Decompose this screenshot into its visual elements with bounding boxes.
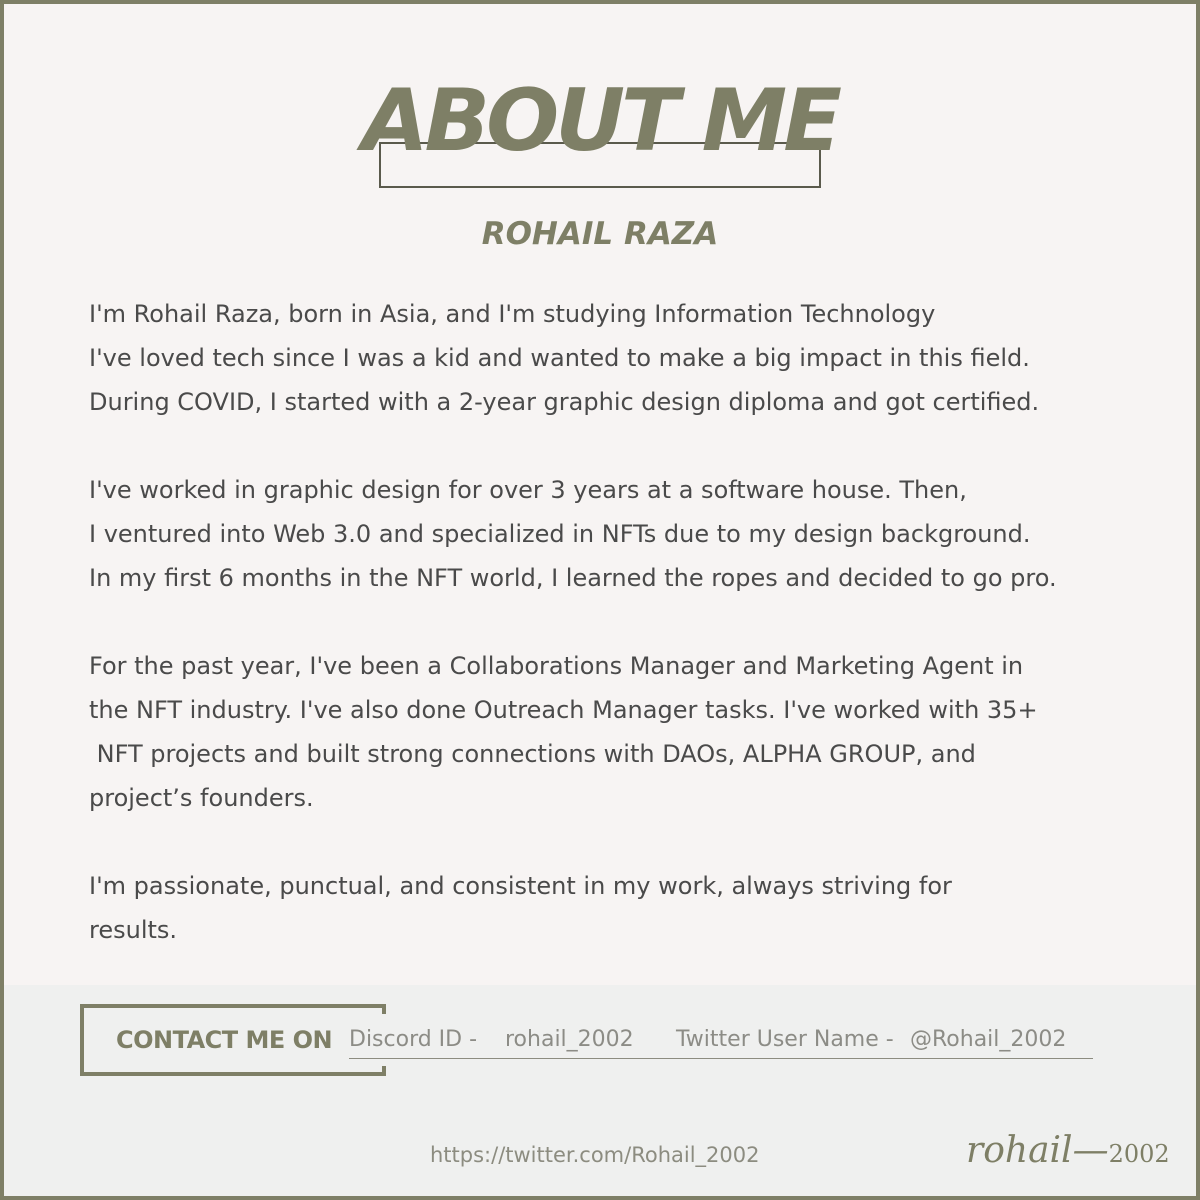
bio-line: For the past year, I've been a Collaborations Manager and Marketing Agent in — [89, 652, 1024, 680]
bio-line: NFT projects and built strong connections with DAOs, ALPHA GROUP, and — [89, 740, 976, 768]
twitter-link[interactable]: https://twitter.com/Rohail_2002 — [430, 1143, 760, 1167]
bio-text — [89, 292, 1169, 952]
contact-details — [349, 1024, 1093, 1059]
twitter-handle[interactable]: @Rohail_2002 — [910, 1027, 1067, 1052]
bio-line: results. — [89, 916, 178, 944]
bio-line: I'm Rohail Raza, born in Asia, and I'm studying Information Technology — [89, 300, 936, 328]
discord-id[interactable]: rohail_2002 — [505, 1027, 634, 1052]
bio-line-spacer — [89, 820, 1169, 864]
bio-line: During COVID, I started with a 2-year graphic design diploma and got certified. — [89, 388, 1040, 416]
discord-label: Discord ID - — [349, 1027, 478, 1052]
bio-line: I'm passionate, punctual, and consistent in my work, always striving for — [89, 872, 952, 900]
signature-name: rohail — [966, 1130, 1073, 1171]
author-name: ROHAIL RAZA — [481, 216, 719, 252]
contact-label: CONTACT ME ON — [116, 1026, 333, 1054]
bio-line: I've worked in graphic design for over 3 years at a software house. Then, — [89, 476, 967, 504]
bio-line-spacer — [89, 424, 1169, 468]
signature-dash: — — [1072, 1130, 1109, 1171]
contact-bracket-tick — [382, 1004, 386, 1014]
twitter-label: Twitter User Name - — [676, 1027, 894, 1052]
bio-line: I've loved tech since I was a kid and wanted to make a big impact in this field. — [89, 344, 1030, 372]
bio-line: In my first 6 months in the NFT world, I learned the ropes and decided to go pro. — [89, 564, 1057, 592]
contact-bracket-tick — [382, 1066, 386, 1076]
bio-line: the NFT industry. I've also done Outreach Manager tasks. I've worked with 35+ — [89, 696, 1038, 724]
bio-line-spacer — [89, 600, 1169, 644]
bio-line: project’s founders. — [89, 784, 314, 812]
signature-year: 2002 — [1108, 1140, 1170, 1168]
signature — [966, 1130, 1170, 1171]
page-title: ABOUT ME — [362, 71, 838, 171]
bio-line: I ventured into Web 3.0 and specialized in NFTs due to my design background. — [89, 520, 1031, 548]
